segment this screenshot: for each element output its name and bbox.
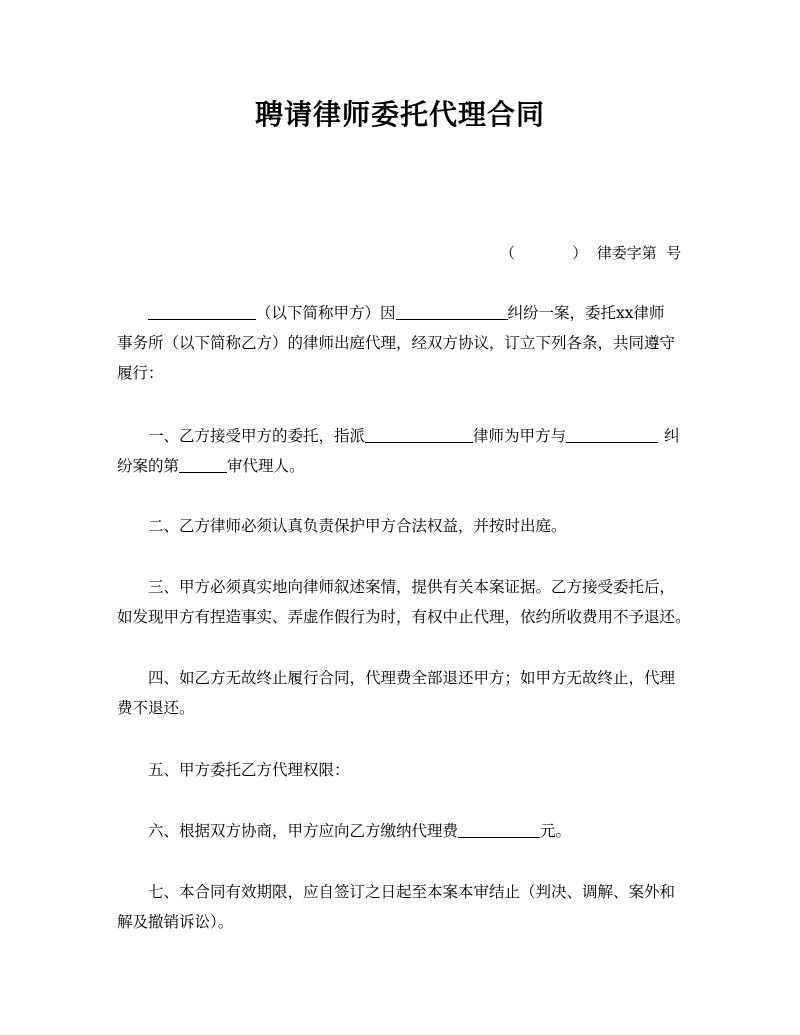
- clause-3-line-1: 三、甲方必须真实地向律师叙述案情，提供有关本案证据。乙方接受委托后，: [148, 578, 676, 596]
- clause-5-text: 五、甲方委托乙方代理权限：: [148, 761, 350, 779]
- intro-text-1: （以下简称甲方）因: [256, 304, 396, 322]
- clause-6-line-1: [117, 816, 687, 846]
- clause-4-line-1: 四、如乙方无故终止履行合同，代理费全部退还甲方；如甲方无故终止，代理: [148, 669, 676, 687]
- lawyer-name-blank[interactable]: [365, 426, 473, 443]
- clause-1-text-1: 一、乙方接受甲方的委托，指派: [148, 427, 366, 445]
- clause-2-text: 二、乙方律师必须认真负责保护甲方合法权益，并按时出庭。: [148, 517, 567, 535]
- clause-3-line-2: 如发现甲方有捏造事实、弄虚作假行为时，有权中止代理，依约所收费用不予退还。: [117, 608, 691, 626]
- agency-fee-blank[interactable]: [458, 821, 540, 838]
- clause-1: [117, 421, 687, 481]
- clause-7: [117, 877, 687, 937]
- clause-4-line-2: 费不退还。: [117, 699, 195, 717]
- clause-1-line-1: [117, 421, 687, 451]
- intro-line-1: [117, 298, 687, 328]
- intro-line-2: 事务所（以下简称乙方）的律师出庭代理，经双方协议，订立下列各条，共同遵守: [117, 334, 676, 352]
- party-a-name-blank[interactable]: [148, 303, 256, 320]
- intro-line-3: 履行：: [117, 364, 164, 382]
- clause-3: [117, 572, 691, 632]
- clause-6-text-1: 六、根据双方协商，甲方应向乙方缴纳代理费: [148, 822, 459, 840]
- opposing-party-blank[interactable]: [566, 426, 658, 443]
- clause-6: [117, 816, 687, 846]
- clause-7-line-2: 解及撤销诉讼）。: [117, 913, 234, 931]
- clause-5: [117, 755, 687, 785]
- intro-paragraph: [117, 298, 687, 388]
- clause-1-text-2: 律师为甲方与: [473, 427, 567, 445]
- clause-4: [117, 663, 687, 723]
- dispute-type-blank[interactable]: [396, 303, 508, 320]
- clause-1-text-5: 审代理人。: [227, 457, 305, 475]
- clause-7-line-1: 七、本合同有效期限，应自签订之日起至本案本审结止（判决、调解、案外和: [148, 883, 676, 901]
- document-title: 聘请律师委托代理合同: [254, 98, 545, 131]
- clause-1-text-4: 纷案的第: [117, 457, 180, 475]
- clause-1-text-3: 纠: [664, 427, 680, 445]
- reference-number-line: （ ） 律委字第 号: [500, 244, 682, 262]
- trial-instance-blank[interactable]: [179, 456, 227, 473]
- clause-2: [117, 511, 687, 541]
- clause-1-line-2: [117, 451, 687, 481]
- intro-text-2: 纠纷一案，委托xx律师: [507, 304, 665, 322]
- clause-6-text-2: 元。: [540, 822, 572, 840]
